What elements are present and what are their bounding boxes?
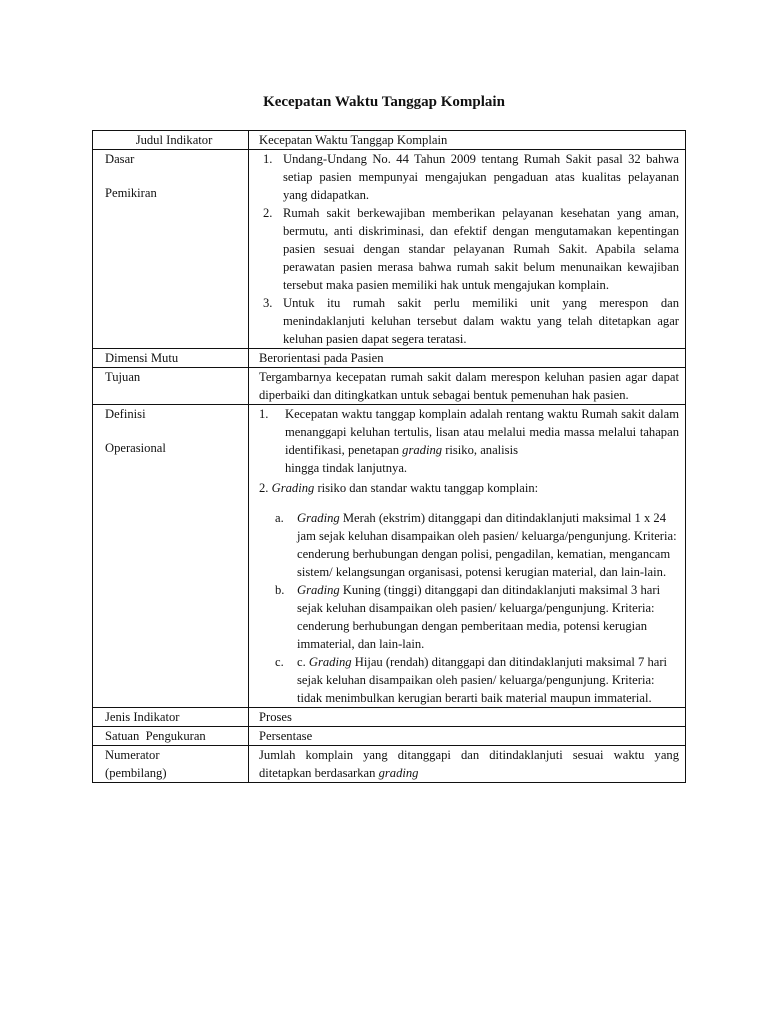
- definisi-item-2-text: risiko dan standar waktu tanggap komplain:: [314, 481, 539, 495]
- list-text: Rumah sakit berkewajiban memberikan pelayanan kesehatan yang aman, bermutu, anti diskriminasi, dan efektif dengan mengutamakan kepentingan pasien sesuai dengan standar pelayanan Rumah Sakit. Apabila selama perawatan pasien merasa bahwa rumah sakit belum menunaikan kewajiban tersebut maka pasien memiliki hak untuk mengajukan komplain.: [283, 206, 679, 292]
- label-dimensi-mutu: Dimensi Mutu: [93, 349, 249, 368]
- value-tujuan: Tergambarnya kecepatan rumah sakit dalam merespon keluhan pasien agar dapat diperbaiki dan ditingkatkan untuk sebagai bentuk pemenuhan hak pasien.: [249, 368, 686, 405]
- grading-term: Grading: [308, 655, 352, 669]
- list-number: 1.: [263, 152, 273, 166]
- list-number: 3.: [263, 296, 273, 310]
- table-row-dimensi: [93, 349, 686, 368]
- grading-term: Grading: [271, 481, 315, 495]
- value-jenis-indikator: Proses: [249, 708, 686, 727]
- list-prefix: c.: [297, 655, 309, 669]
- grading-term: Grading: [297, 583, 340, 597]
- dasar-list: [259, 150, 679, 348]
- list-item: [259, 509, 679, 581]
- label-dasar-pemikiran: [93, 150, 249, 349]
- table-row-judul: [93, 131, 686, 150]
- grading-term: Grading: [297, 511, 340, 525]
- table-row-dasar: [93, 150, 686, 349]
- label-tujuan: Tujuan: [93, 368, 249, 405]
- list-text: Hijau (rendah) ditanggapi dan ditindaklanjuti maksimal 7 hari sejak keluhan disampaikan oleh pasien/ keluarga/pengunjung. Kriteria: tidak menimbulkan kerugian berarti baik material maupun immaterial.: [297, 655, 668, 705]
- list-number: 2.: [263, 206, 273, 220]
- table-row-numerator: [93, 746, 686, 783]
- list-item: [259, 581, 679, 653]
- list-item: [259, 653, 679, 707]
- indicator-table: [92, 130, 686, 783]
- list-item: [259, 150, 679, 204]
- list-text: Merah (ekstrim) ditanggapi dan ditindaklanjuti maksimal 1 x 24 jam sejak keluhan disampaikan oleh pasien/ keluarga/pengunjung. Kriteria: cenderung berhubungan dengan polisi, pengadilan, kematian, mengancam sistem/ kelangsungan organisasi, potensi kerugian material, dan lain-lain.: [297, 511, 677, 579]
- label-numerator-line1: Numerator: [105, 748, 160, 762]
- label-satuan-pengukuran: Satuan Pengukuran: [93, 727, 249, 746]
- list-letter: b.: [275, 583, 285, 597]
- label-dasar-line1: Dasar: [105, 152, 135, 166]
- document-title: Kecepatan Waktu Tanggap Komplain: [263, 94, 505, 110]
- value-satuan-pengukuran: Persentase: [249, 727, 686, 746]
- label-definisi-operasional: [93, 405, 249, 708]
- definisi-item-2: [259, 479, 679, 497]
- list-text: Kuning (tinggi) ditanggapi dan ditindaklanjuti maksimal 3 hari sejak keluhan disampaikan oleh pasien/ keluarga/pengunjung. Kriteria: cenderung berhubungan dengan pemberitaan media, potensi kerugian immaterial, dan lain-lain.: [297, 583, 661, 651]
- label-definisi-line1: Definisi: [105, 407, 146, 421]
- list-item: [259, 204, 679, 294]
- list-letter: c.: [275, 655, 284, 669]
- label-definisi-line2: Operasional: [105, 441, 166, 455]
- label-numerator-line2: (pembilang): [105, 766, 167, 780]
- list-text: Undang-Undang No. 44 Tahun 2009 tentang Rumah Sakit pasal 32 bahwa setiap pasien mempunyai mengajukan pengaduan atas kualitas pelayanan yang didapatkan.: [283, 152, 679, 202]
- numerator-text: Jumlah komplain yang ditanggapi dan ditindaklanjuti sesuai waktu yang ditetapkan berdasarkan: [259, 748, 679, 780]
- label-dasar-line2: Pemikiran: [105, 186, 157, 200]
- grading-term: grading: [402, 443, 443, 457]
- value-dasar-pemikiran: [249, 150, 686, 349]
- table-row-tujuan: [93, 368, 686, 405]
- definisi-item-1-text: Kecepatan waktu tanggap komplain adalah rentang waktu Rumah sakit dalam menanggapi keluhan tertulis, lisan atau melalui media massa melalui tahapan identifikasi, penetapan: [285, 407, 679, 457]
- definisi-item-1: [259, 405, 679, 477]
- list-letter: a.: [275, 511, 284, 525]
- value-numerator: [249, 746, 686, 783]
- value-judul-indikator: Kecepatan Waktu Tanggap Komplain: [249, 131, 686, 150]
- definisi-item-1-after: risiko, analisis: [442, 443, 518, 457]
- value-definisi-operasional: [249, 405, 686, 708]
- list-item: [259, 294, 679, 348]
- list-text: Untuk itu rumah sakit perlu memiliki unit yang merespon dan menindaklanjuti keluhan tersebut dalam waktu yang telah ditetapkan agar keluhan pasien dapat segera teratasi.: [283, 296, 679, 346]
- grading-term: grading: [378, 766, 419, 780]
- definisi-item-1-last: hingga tindak lanjutnya.: [285, 461, 408, 475]
- list-number: 2.: [259, 481, 269, 495]
- table-row-satuan: [93, 727, 686, 746]
- table-row-definisi: [93, 405, 686, 708]
- label-jenis-indikator: Jenis Indikator: [93, 708, 249, 727]
- table-row-jenis: [93, 708, 686, 727]
- label-numerator: [93, 746, 249, 783]
- value-dimensi-mutu: Berorientasi pada Pasien: [249, 349, 686, 368]
- grading-sublist: [259, 509, 679, 707]
- list-number: 1.: [259, 407, 269, 421]
- label-judul-indikator: Judul Indikator: [93, 131, 249, 150]
